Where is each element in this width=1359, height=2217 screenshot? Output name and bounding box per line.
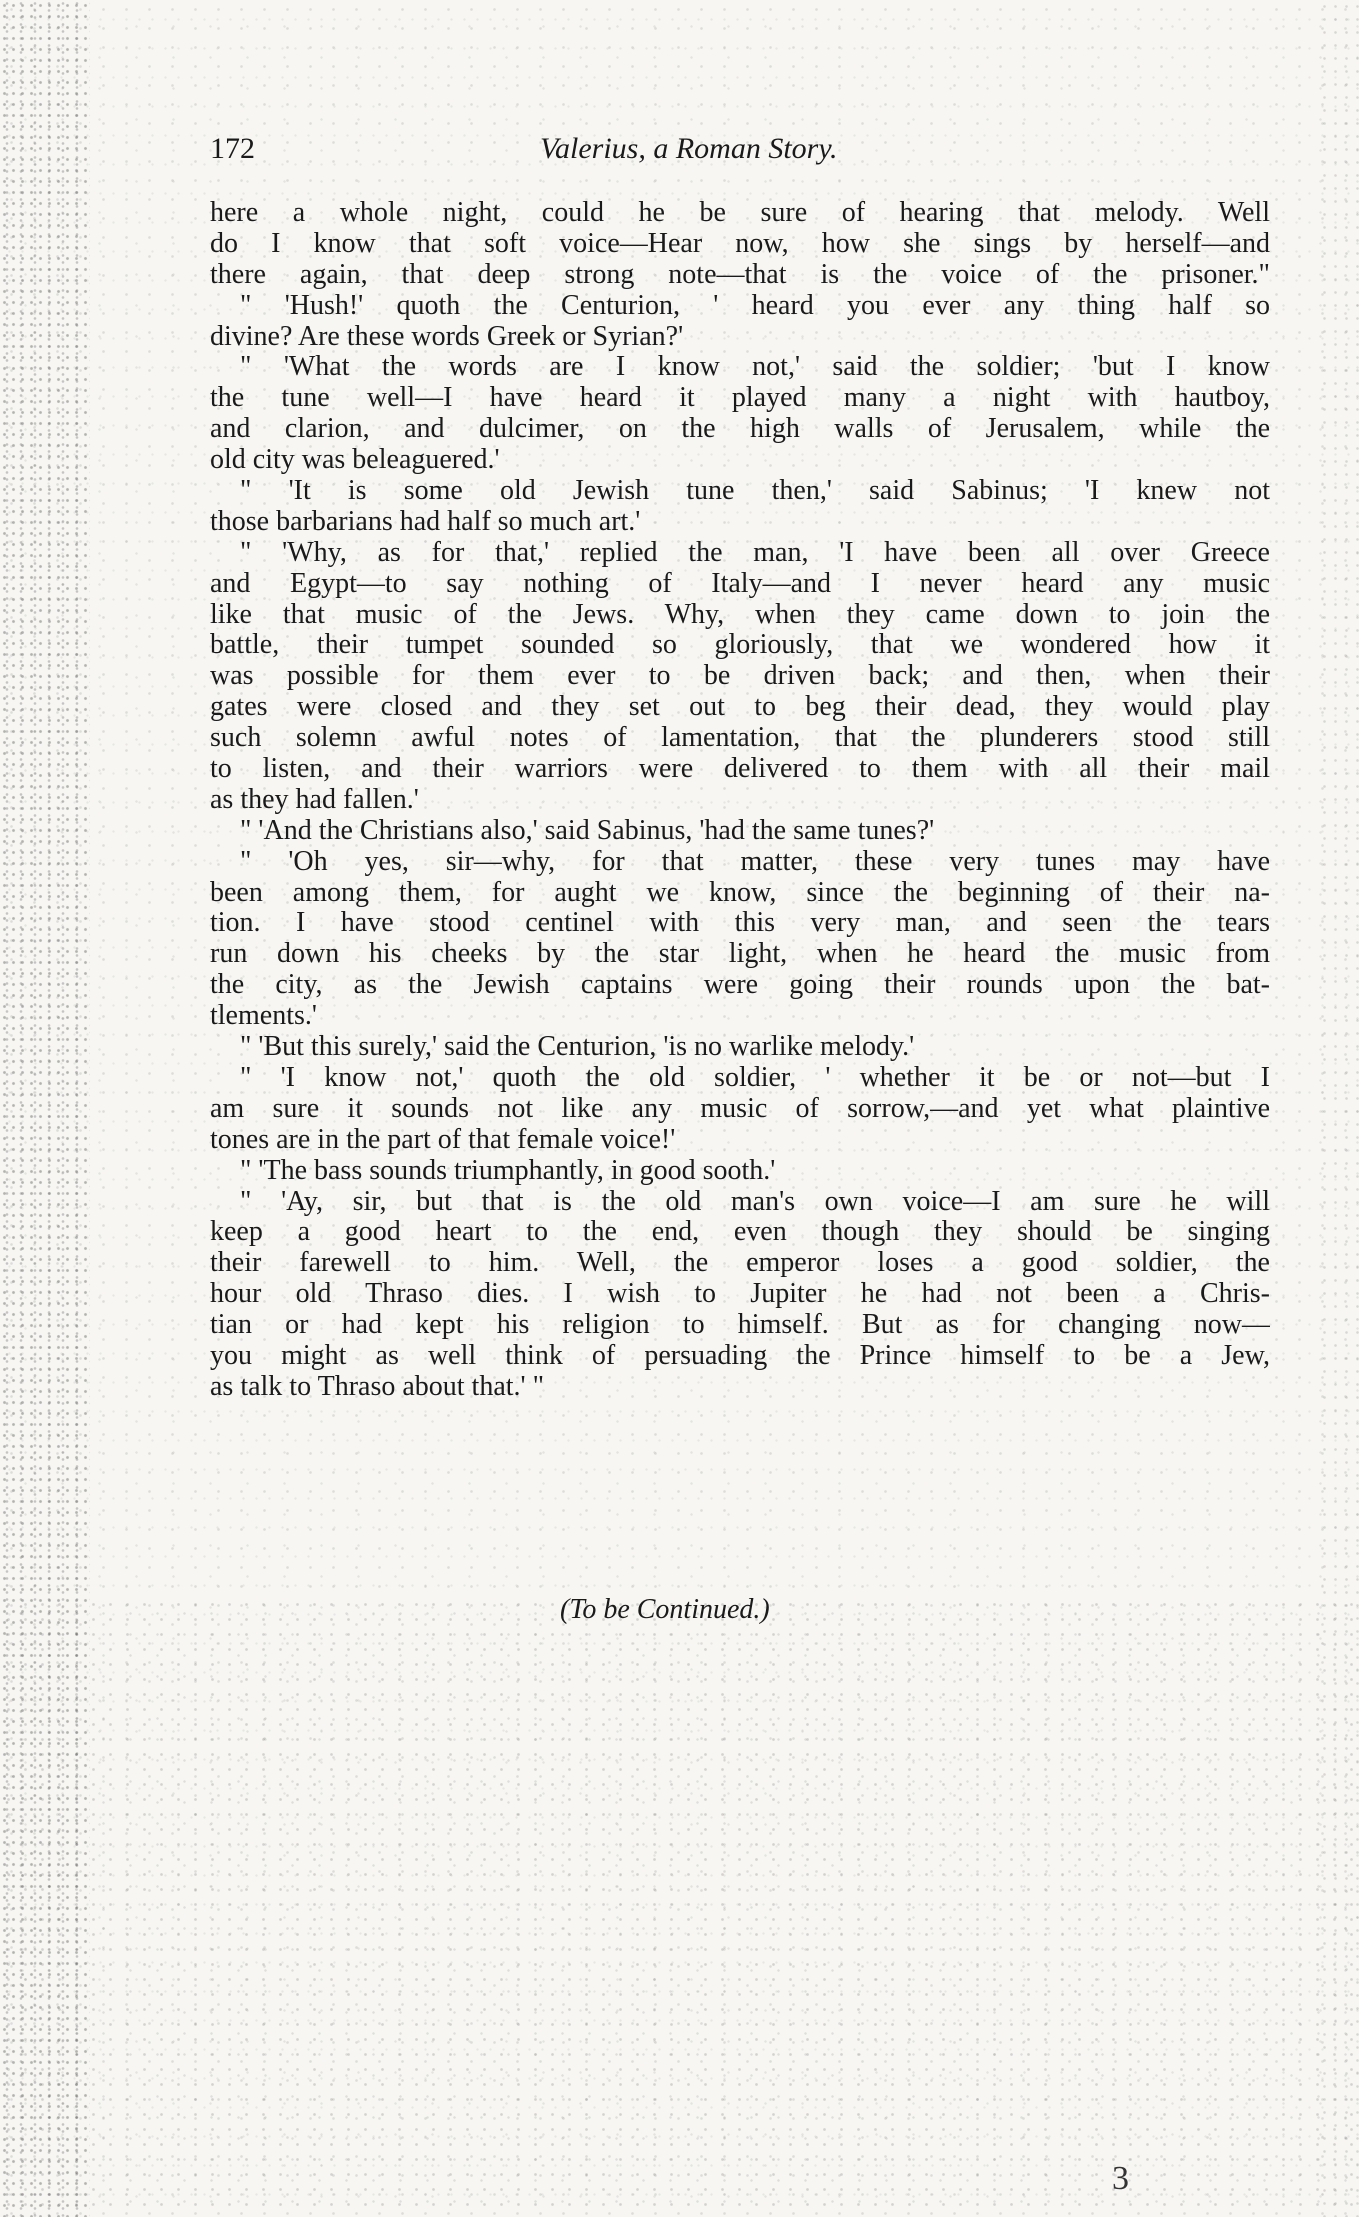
text-line: tones are in the part of that female voice!' bbox=[210, 1124, 676, 1155]
text-line: such solemn awful notes of lamentation, that the plunderers stood still bbox=[210, 723, 1270, 754]
text-line: here a whole night, could he be sure of hearing that melody. Well bbox=[210, 198, 1270, 228]
text-line: do I know that soft voice—Hear now, how she sings by herself—and bbox=[210, 228, 1270, 259]
text-line: " 'But this surely,' said the Centurion, 'is no warlike melody.' bbox=[240, 1032, 915, 1063]
running-title: Valerius, a Roman Story. bbox=[540, 132, 838, 165]
text-line: keep a good heart to the end, even though they should be singing bbox=[210, 1217, 1270, 1248]
text-line: like that music of the Jews. Why, when they came down to join the bbox=[210, 599, 1270, 630]
text-line: " 'What the words are I know not,' said the soldier; 'but I know bbox=[240, 352, 1270, 383]
text-line: their farewell to him. Well, the emperor loses a good soldier, the bbox=[210, 1248, 1270, 1279]
text-line: to listen, and their warriors were delivered to them with all their mail bbox=[210, 754, 1270, 785]
page-number: 172 bbox=[210, 132, 255, 165]
text-line: you might as well think of persuading the Prince himself to be a Jew, bbox=[210, 1340, 1270, 1371]
text-line: as they had fallen.' bbox=[210, 784, 419, 815]
text-line: " 'Why, as for that,' replied the man, 'I have been all over Greece bbox=[240, 537, 1270, 568]
page-mark: 3 bbox=[1112, 2160, 1129, 2197]
text-line: tlements.' bbox=[210, 1001, 317, 1032]
text-line: old city was beleaguered.' bbox=[210, 445, 500, 476]
text-line: " 'And the Christians also,' said Sabinus, 'had the same tunes?' bbox=[240, 815, 935, 846]
text-line: battle, their tumpet sounded so gloriously, that we wondered how it bbox=[210, 630, 1270, 661]
text-line: and Egypt—to say nothing of Italy—and I never heard any music bbox=[210, 568, 1270, 599]
right-edge-noise bbox=[1319, 0, 1359, 2217]
text-line: hour old Thraso dies. I wish to Jupiter he had not been a Chris- bbox=[210, 1279, 1270, 1310]
text-line: the tune well—I have heard it played many a night with hautboy, bbox=[210, 383, 1270, 414]
text-line: those barbarians had half so much art.' bbox=[210, 506, 641, 537]
text-line: was possible for them ever to be driven back; and then, when their bbox=[210, 661, 1270, 692]
text-line: " 'The bass sounds triumphantly, in good sooth.' bbox=[240, 1155, 776, 1186]
bottom-scan-noise bbox=[0, 1597, 1359, 2217]
continued-note: (To be Continued.) bbox=[560, 1594, 770, 1625]
text-line: gates were closed and they set out to beg their dead, they would play bbox=[210, 692, 1270, 723]
text-line: " 'Oh yes, sir—why, for that matter, these very tunes may have bbox=[240, 846, 1270, 877]
text-line: as talk to Thraso about that.' " bbox=[210, 1371, 545, 1402]
body-text bbox=[210, 198, 1270, 1403]
text-line: and clarion, and dulcimer, on the high walls of Jerusalem, while the bbox=[210, 414, 1270, 445]
text-line: the city, as the Jewish captains were going their rounds upon the bat- bbox=[210, 970, 1270, 1001]
text-line: tian or had kept his religion to himself. But as for changing now— bbox=[210, 1310, 1270, 1341]
text-line: there again, that deep strong note—that is the voice of the prisoner." bbox=[210, 259, 1270, 290]
text-line: " 'Ay, sir, but that is the old man's own voice—I am sure he will bbox=[240, 1186, 1270, 1217]
text-line: " 'Hush!' quoth the Centurion, ' heard you ever any thing half so bbox=[240, 290, 1270, 321]
text-line: " 'I know not,' quoth the old soldier, ' whether it be or not—but I bbox=[240, 1062, 1270, 1093]
left-edge-noise bbox=[0, 0, 90, 2217]
text-line: tion. I have stood centinel with this very man, and seen the tears bbox=[210, 908, 1270, 939]
text-line: divine? Are these words Greek or Syrian?' bbox=[210, 321, 684, 352]
text-line: run down his cheeks by the star light, when he heard the music from bbox=[210, 939, 1270, 970]
page-header bbox=[210, 132, 1270, 172]
text-line: been among them, for aught we know, since the beginning of their na- bbox=[210, 877, 1270, 908]
text-line: am sure it sounds not like any music of sorrow,—and yet what plaintive bbox=[210, 1093, 1270, 1124]
text-line: " 'It is some old Jewish tune then,' said Sabinus; 'I knew not bbox=[240, 476, 1270, 507]
